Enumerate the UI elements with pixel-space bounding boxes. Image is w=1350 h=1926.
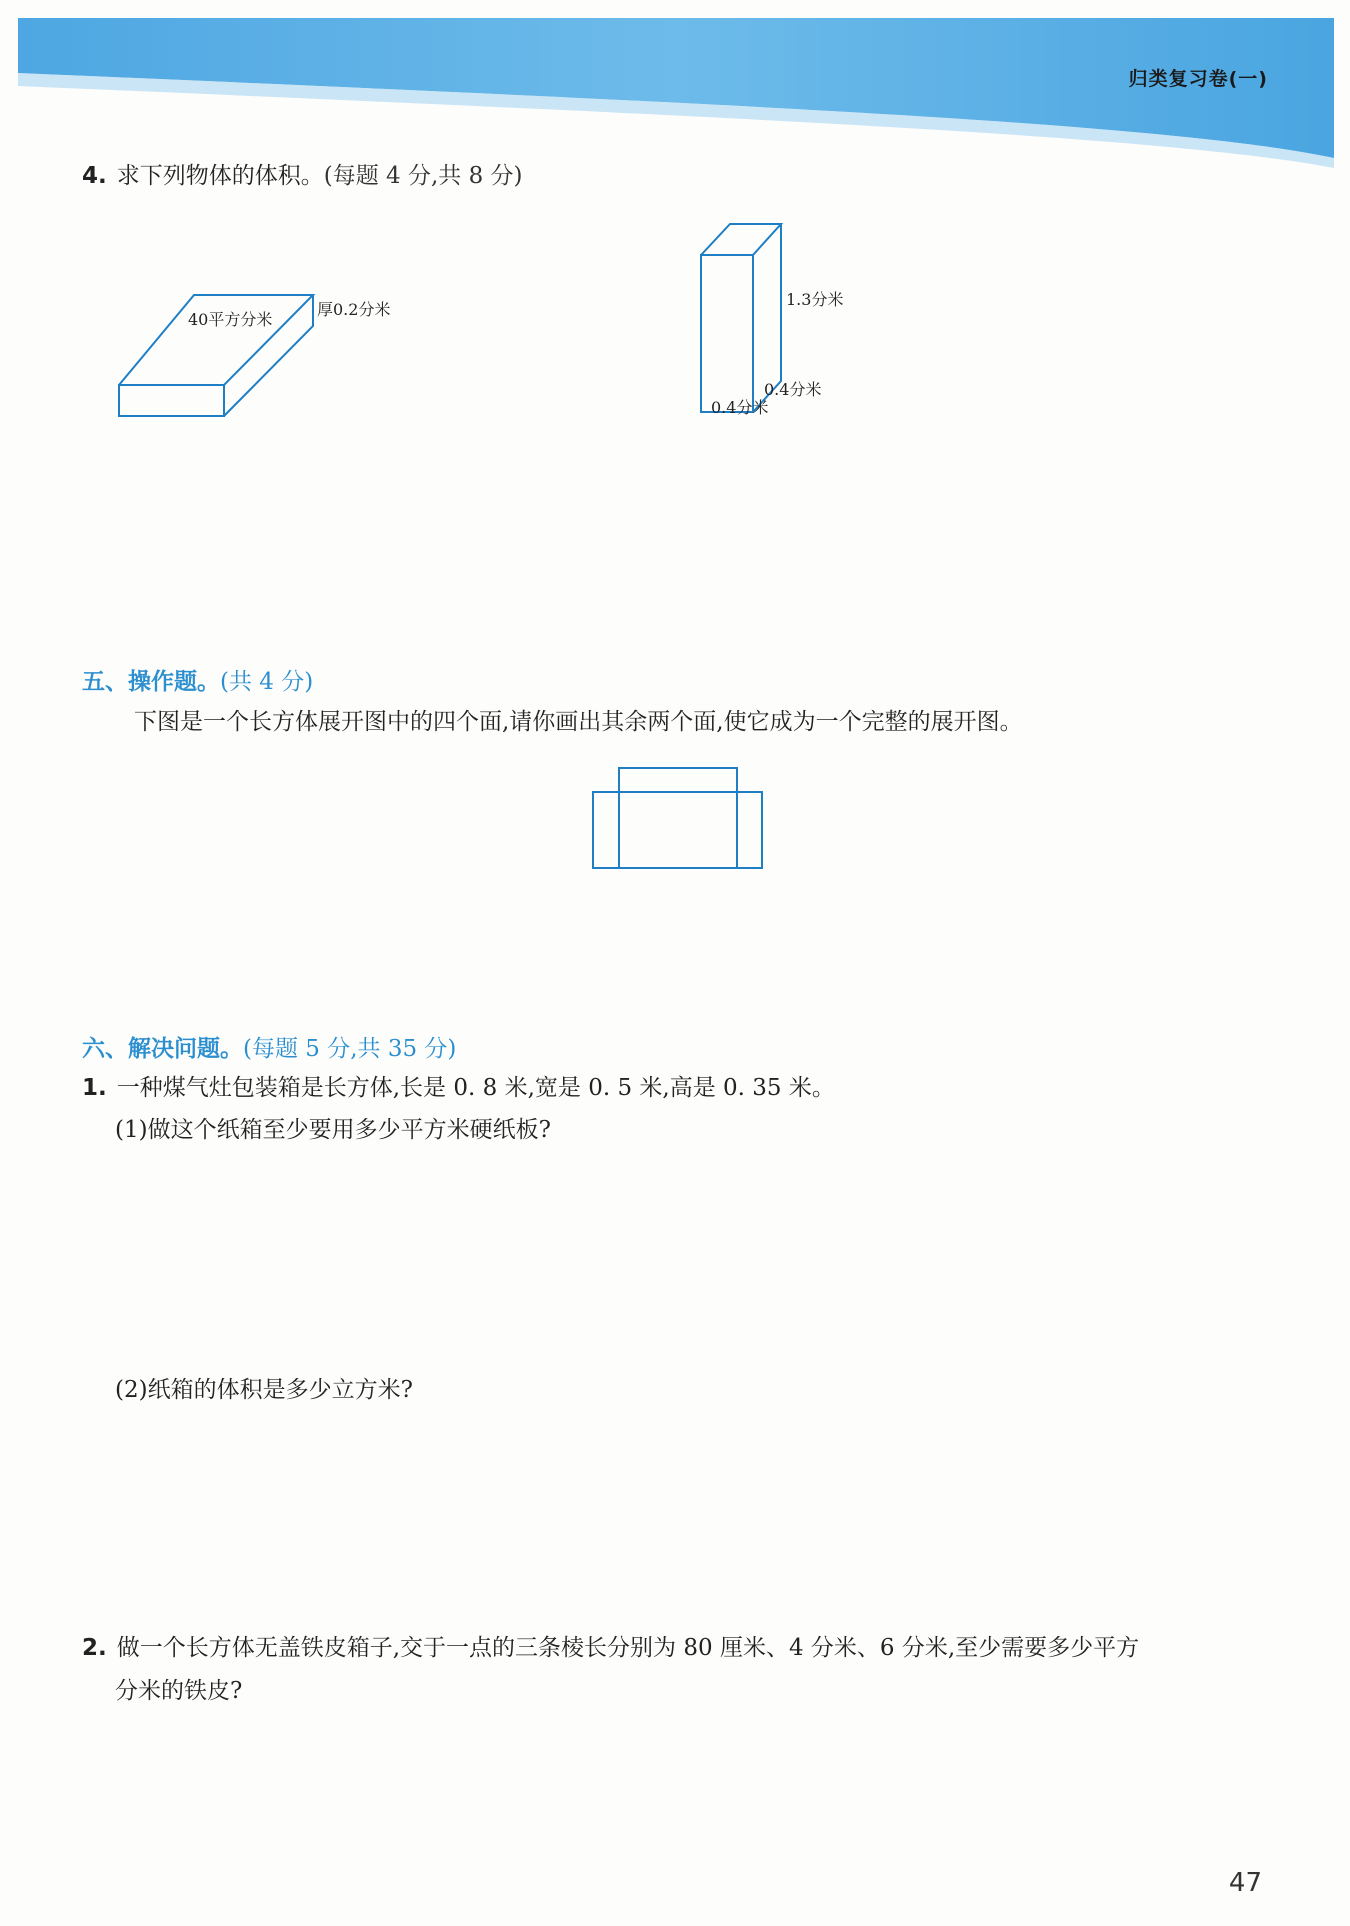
width-label: 0.4分米 (711, 398, 769, 417)
question-number: 4. (82, 163, 107, 189)
question-text: 做一个长方体无盖铁皮箱子,交于一点的三条棱长分别为 80 厘米、4 分米、6 分米,至少需要多少平方 (116, 1635, 1140, 1661)
problem-1-part-2: (2)纸箱的体积是多少立方米? (115, 1377, 413, 1403)
section-5-heading (82, 663, 313, 696)
question-text: 求下列物体的体积。 (116, 163, 324, 189)
height-label: 1.3分米 (786, 290, 844, 309)
depth-label: 0.4分米 (764, 380, 822, 399)
problem-1 (82, 1072, 835, 1104)
problem-1-part-1: (1)做这个纸箱至少要用多少平方米硬纸板? (115, 1117, 551, 1143)
question-text: 一种煤气灶包装箱是长方体,长是 0. 8 米,宽是 0. 5 米,高是 0. 35 米。 (116, 1075, 835, 1101)
net-diagram (590, 765, 770, 875)
tall-cuboid-figure (690, 215, 860, 425)
section-score: (共 4 分) (220, 669, 314, 695)
section-6-heading (82, 1030, 456, 1063)
section-title: 六、解决问题。 (82, 1036, 243, 1062)
header-title: 归类复习卷(一) (1128, 68, 1268, 90)
section-score: (每题 5 分,共 35 分) (243, 1036, 457, 1062)
section-title: 五、操作题。 (82, 669, 220, 695)
question-number: 1. (82, 1075, 107, 1101)
question-4 (82, 160, 523, 192)
flat-cuboid-figure (110, 285, 410, 425)
problem-2 (82, 1632, 1139, 1664)
score-note: (每题 4 分,共 8 分) (323, 163, 523, 189)
area-label: 40平方分米 (188, 310, 273, 329)
section-5-instruction: 下图是一个长方体展开图中的四个面,请你画出其余两个面,使它成为一个完整的展开图。 (134, 709, 1023, 735)
problem-2-continued: 分米的铁皮? (115, 1678, 243, 1704)
thickness-label: 厚0.2分米 (317, 300, 391, 319)
question-number: 2. (82, 1635, 107, 1661)
header-banner (18, 18, 1334, 168)
page-number: 47 (1228, 1868, 1262, 1898)
